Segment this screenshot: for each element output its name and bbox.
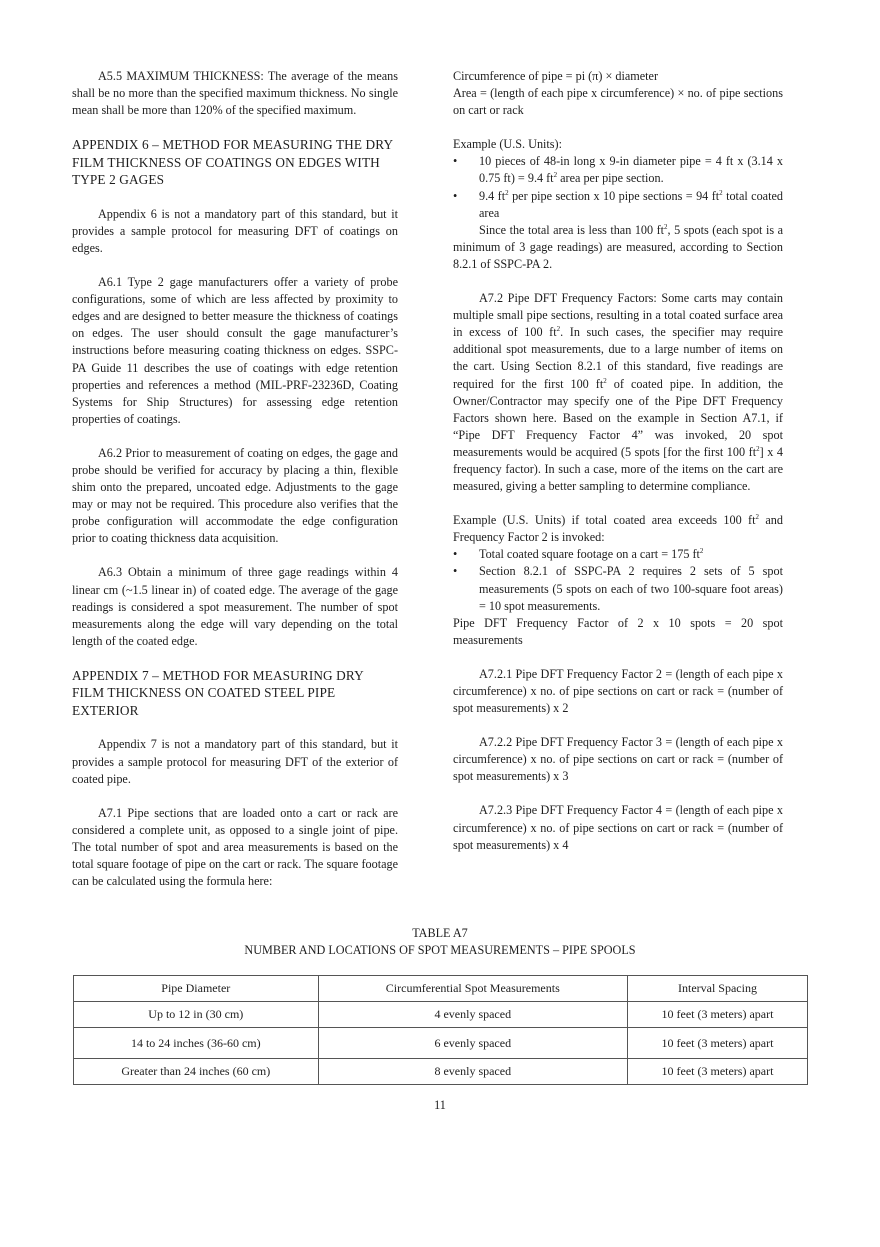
- table-header-cell: Circumferential Spot Measurements: [318, 976, 627, 1002]
- table-header-cell: Interval Spacing: [627, 976, 807, 1002]
- paragraph-a7-1: A7.1 Pipe sections that are loaded onto a cart or rack are considered a complete unit, as opposed to a single joint of pipe. The total number of spot and area measurements is based on the total square footage of pipe on the cart or rack. The square footage can be calculated using the formula here:: [72, 805, 398, 889]
- example-1-conclusion: Since the total area is less than 100 $ft^2$, 5 spots (each spot is a minimum of 3 gage readings) are measured, according to Section 8.2.1 of SSPC-PA 2.: [453, 222, 783, 271]
- table-cell: 10 feet (3 meters) apart: [627, 1002, 807, 1028]
- example-2-bullet: • Section 8.2.1 of SSPC-PA 2 requires 2 sets of 5 spot measurements (5 spots on each of two 100-square foot areas) = 10 spot measurements.: [453, 564, 783, 613]
- paragraph-a7-2-3: A7.2.3 Pipe DFT Frequency Factor 4 = (length of each pipe x circumference) x no. of pipe sections on cart or rack = (number of spot measurements) x 4: [453, 803, 783, 852]
- right-column: [453, 68, 783, 854]
- example-1-bullet: • 10 pieces of 48-in long x 9-in diameter pipe = 4 ft x (3.14 x 0.75 ft) = 9.4 $ft^2$ area per pipe section.: [453, 154, 783, 186]
- table-cell: Greater than 24 inches (60 cm): [74, 1059, 319, 1085]
- formula-circumference: Circumference of pipe = pi (π) × diameter: [453, 69, 658, 83]
- bullet-icon: •: [453, 154, 458, 169]
- example-1-label: Example (U.S. Units):: [453, 137, 562, 152]
- paragraph-a5-5: A5.5 MAXIMUM THICKNESS: The average of the means shall be no more than the specified maximum thickness. No single mean shall be more than 120% of the specified maximum.: [72, 69, 398, 118]
- table-cell: 4 evenly spaced: [318, 1002, 627, 1028]
- appendix-7-heading: APPENDIX 7 – METHOD FOR MEASURING DRY FILM THICKNESS ON COATED STEEL PIPE EXTERIOR: [72, 667, 364, 718]
- formula-area: Area = (length of each pipe x circumference) × no. of pipe sections on cart or rack: [453, 86, 783, 118]
- table-cell: 6 evenly spaced: [318, 1028, 627, 1059]
- table-header-row: [74, 976, 808, 1002]
- bullet-icon: •: [453, 564, 458, 579]
- paragraph-a7-2: A7.2 Pipe DFT Frequency Factors: Some carts may contain multiple small pipe sections, resulting in a total coated surface area in excess of 100 $ft^2$. In such cases, the specifier may require additional spot measurements, due to a large number of items on the cart. Using Section 8.2.1 of this standard, five readings are required for the first 100 $ft^2$ of coated pipe. In addition, the Owner/Contractor may specify one of the Pipe DFT Frequency Factors shown here. Based on the example in Section A7.1, if “Pipe DFT Frequency Factor 4” was invoked, 20 spot measurements would be acquired (5 spots [for the first 100 $ft^2$] x 4 frequency factor). In such a case, more of the items on the cart are measured, giving a better sampling to determine compliance.: [453, 291, 784, 494]
- example-2-label: Example (U.S. Units) if total coated area exceeds 100 $ft^2$ and Frequency Factor 2 is invoked:: [453, 513, 783, 545]
- paragraph-a6-3: A6.3 Obtain a minimum of three gage readings within 4 linear cm (~1.5 linear in) of coated edge. The average of the gage readings is considered a spot measurement. The number of spot measurements along the edge will vary depending on the total length of the coated edge.: [72, 565, 398, 648]
- page-number: 11: [434, 1098, 446, 1112]
- table-title: TABLE A7: [412, 926, 468, 940]
- table-header-cell: Pipe Diameter: [74, 976, 319, 1002]
- appendix-7-intro: Appendix 7 is not a mandatory part of this standard, but it provides a sample protocol for measuring DFT of the exterior of coated pipe.: [72, 737, 398, 786]
- bullet-icon: •: [453, 188, 458, 203]
- paragraph-a7-2-1: A7.2.1 Pipe DFT Frequency Factor 2 = (length of each pipe x circumference) x no. of pipe sections on cart or rack = (number of spot measurements) x 2: [453, 666, 783, 716]
- paragraph-a7-2-2: A7.2.2 Pipe DFT Frequency Factor 3 = (length of each pipe x circumference) x no. of pipe sections on cart or rack = (number of spot measurements) x 3: [453, 735, 783, 784]
- example-2-result: Pipe DFT Frequency Factor of 2 x 10 spots = 20 spot measurements: [453, 615, 783, 647]
- paragraph-a6-1: A6.1 Type 2 gage manufacturers offer a variety of probe configurations, some of which are less affected by proximity to edges and are designed to better measure the thickness of coatings on edges. The user should consult the gage manufacturer’s instructions before measuring coating thickness on edges. SSPC-PA Guide 11 describes the use of coatings with edge retention properties and references a method (MIL-PRF-23236D, Coating Systems for Ship Structures) for assessing edge retention properties of coatings.: [72, 275, 398, 426]
- appendix-6-intro: Appendix 6 is not a mandatory part of this standard, but it provides a sample protocol for measuring DFT of coatings on edges.: [72, 206, 398, 255]
- paragraph-a6-2: A6.2 Prior to measurement of coating on edges, the gage and probe should be verified for accuracy by placing a thin, flexible shim onto the prepared, uncoated edge. Adjustments to the gage may or may not be required. This procedure also verifies that the probe configuration will accommodate the edge configuration prior to coating thickness data acquisition.: [72, 445, 398, 546]
- table-row: [74, 1059, 808, 1085]
- table-row: [74, 1028, 808, 1059]
- table-cell: 10 feet (3 meters) apart: [627, 1028, 807, 1059]
- table-cell: 10 feet (3 meters) apart: [627, 1059, 807, 1085]
- left-column: [72, 68, 398, 890]
- example-1-bullet: • 9.4 $ft^2$ per pipe section x 10 pipe sections = 94 $ft^2$ total coated area: [453, 188, 783, 220]
- table-cell: Up to 12 in (30 cm): [74, 1002, 319, 1028]
- table-subtitle: NUMBER AND LOCATIONS OF SPOT MEASUREMENTS – PIPE SPOOLS: [244, 943, 636, 957]
- table-cell: 14 to 24 inches (36-60 cm): [74, 1028, 319, 1059]
- table-row: [74, 1002, 808, 1028]
- table-cell: 8 evenly spaced: [318, 1059, 627, 1085]
- appendix-6-heading: APPENDIX 6 – METHOD FOR MEASURING THE DRY FILM THICKNESS OF COATINGS ON EDGES WITH TYPE 2 GAGES: [72, 137, 393, 188]
- example-2-bullet: • Total coated square footage on a cart = 175 $ft^2$: [453, 546, 783, 563]
- table-caption: [72, 925, 808, 959]
- bullet-icon: •: [453, 547, 458, 562]
- spot-measurements-table: [73, 975, 808, 1085]
